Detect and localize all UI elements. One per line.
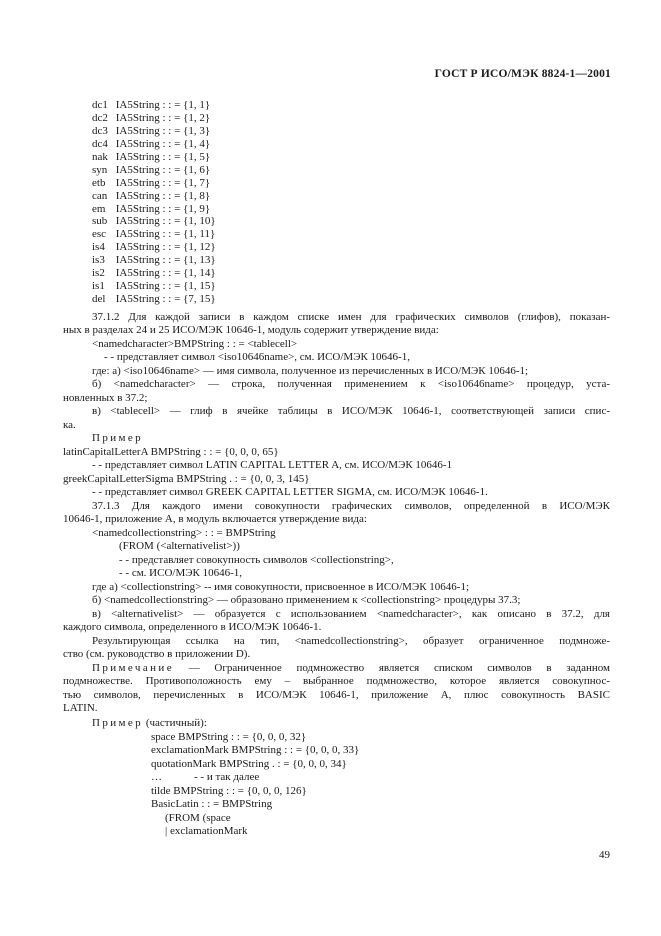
code-line (92, 293, 216, 306)
code-name: is1 (92, 280, 105, 293)
code-line (92, 151, 216, 164)
note-text: — Ограниченное подмножество является списком символов в заданном (173, 662, 610, 674)
code-name: sub (92, 215, 108, 228)
code-line (92, 203, 216, 216)
example-code-line: | exclamationMark (165, 825, 248, 837)
code-name: dc2 (92, 111, 108, 124)
code-def: IA5String : : = {1, 8} (115, 189, 211, 202)
code-line (92, 125, 216, 138)
page-number: 49 (599, 849, 610, 861)
code-def: IA5String : : = {1, 12} (115, 241, 216, 254)
where-item-b-cont: новленных в 37.2; (63, 392, 148, 404)
code-name: syn (92, 163, 108, 176)
code-line (92, 241, 216, 254)
paragraph-37-1-3: 37.1.3 Для каждого имени совокупности графических символов, определенной в ИСО/МЭК (92, 500, 610, 512)
where-item-a: где: а) <iso10646name> — имя символа, полученное из перечисленных в ИСО/МЭК 10646-1; (92, 365, 529, 377)
code-name: is2 (92, 267, 105, 280)
code-name: can (92, 189, 108, 202)
code-name: dc1 (92, 99, 108, 111)
syntax-comment: - - представляет символ <iso10646name>, см. ИСО/МЭК 10646-1, (104, 351, 410, 363)
syntax-comment: - - см. ИСО/МЭК 10646-1, (119, 567, 242, 579)
example-code-line: greekCapitalLetterSigma BMPString . : = {0, 0, 3, 145} (63, 473, 310, 485)
code-name: nak (92, 150, 108, 163)
example-comment: - - и так далее (194, 771, 260, 783)
code-line (92, 228, 216, 241)
example-code-line: latinCapitalLetterA BMPString : : = {0, 0, 0, 65} (63, 446, 279, 458)
result-paragraph: Результирующая ссылка на тип, <namedcollectionstring>, образует ограниченное подмноже- (92, 635, 610, 647)
code-name: dc4 (92, 137, 108, 150)
syntax-line: (FROM (<alternativelist>)) (119, 540, 240, 552)
code-def: IA5String : : = {1, 11} (115, 228, 216, 241)
code-def: IA5String : : = {1, 5} (115, 150, 211, 163)
example-code-line: BasicLatin : : = BMPString (151, 798, 273, 810)
code-def: IA5String : : = {1, 15} (115, 280, 216, 293)
example-code-line: exclamationMark BMPString : : = {0, 0, 0, 33} (151, 744, 360, 756)
example-label-partial (92, 717, 207, 730)
code-def: IA5String : : = {1, 3} (115, 124, 211, 137)
code-line (92, 190, 216, 203)
code-def: IA5String : : = {1, 9} (115, 202, 211, 215)
code-line (92, 138, 216, 151)
paragraph-37-1-2: 37.1.2 Для каждой записи в каждом списке имен для графических символов (глифов), показан- (92, 311, 610, 323)
syntax-line: <namedcharacter>BMPString : : = <tablecell> (92, 338, 298, 350)
code-def: IA5String : : = {1, 1} (115, 99, 211, 111)
example-comment: - - представляет символ LATIN CAPITAL LETTER A, см. ИСО/МЭК 10646-1 (92, 459, 453, 471)
example-label-suffix: (частичный): (143, 717, 207, 729)
code-name: em (92, 202, 106, 215)
result-paragraph-cont: ство (см. руководство в приложении D). (63, 648, 251, 660)
paragraph-37-1-3-cont: 10646-1, приложение А, в модуль включается утверждение вида: (63, 513, 367, 525)
where-item-c-cont: каждого символа, определенного в ИСО/МЭК 10646-1. (63, 621, 322, 633)
where-item-c: в) <alternativelist> — образуется с использованием <namedcharacter>, как описано в 37.2, для (92, 608, 610, 620)
example-code-line: quotationMark BMPString . : = {0, 0, 0, 34} (151, 758, 347, 770)
code-line (92, 267, 216, 280)
note-line: подмножестве. Противоположность ему – выбранное подмножество, которое является совокупнос- (63, 675, 610, 687)
example-label: Пример (92, 432, 144, 444)
note-paragraph (92, 662, 610, 675)
code-def: IA5String : : = {1, 7} (115, 176, 211, 189)
code-line (92, 254, 216, 267)
example-code-line: space BMPString : : = {0, 0, 0, 32} (151, 731, 307, 743)
control-code-list (92, 99, 216, 306)
paragraph-37-1-2-cont: ных в разделах 24 и 25 ИСО/МЭК 10646-1, модуль содержит утверждение вида: (63, 324, 439, 336)
where-item-c-cont: ка. (63, 419, 76, 431)
code-line (92, 215, 216, 228)
code-line (92, 164, 216, 177)
note-line: LATIN. (63, 702, 98, 714)
example-code-line: tilde BMPString : : = {0, 0, 0, 126} (151, 785, 307, 797)
code-def: IA5String : : = {1, 13} (115, 254, 216, 267)
code-def: IA5String : : = {7, 15} (115, 293, 216, 306)
page-header: ГОСТ Р ИСО/МЭК 8824-1—2001 (434, 68, 611, 80)
note-label: Примечание (92, 662, 174, 674)
code-line (92, 99, 216, 112)
where-item-b: б) <namedcharacter> — строка, полученная применением к <iso10646name> процедур, уста- (92, 378, 610, 390)
code-def: IA5String : : = {1, 2} (115, 111, 211, 124)
code-name: is3 (92, 254, 105, 267)
where-item-c: в) <tablecell> — глиф в ячейке таблицы в ИСО/МЭК 10646-1, соответствующей записи спис- (92, 405, 610, 417)
code-line (92, 112, 216, 125)
example-ellipsis-line (151, 771, 259, 784)
example-comment: - - представляет символ GREEK CAPITAL LETTER SIGMA, см. ИСО/МЭК 10646-1. (92, 486, 488, 498)
note-line: тью символов, перечисленных в ИСО/МЭК 10646-1, приложение А, плюс совокупность BASIC (63, 689, 610, 701)
code-name: dc3 (92, 124, 108, 137)
syntax-line: <namedcollectionstring> : : = BMPString (92, 527, 276, 539)
code-line (92, 280, 216, 293)
code-name: del (92, 293, 106, 306)
code-name: etb (92, 176, 106, 189)
code-line (92, 177, 216, 190)
syntax-comment: - - представляет совокупность символов <collectionstring>, (119, 554, 394, 566)
code-name: esc (92, 228, 107, 241)
ellipsis: … (151, 771, 162, 783)
where-item-a: где а) <collectionstring> -- имя совокупности, присвоенное в ИСО/МЭК 10646-1; (92, 581, 470, 593)
code-def: IA5String : : = {1, 10} (115, 215, 216, 228)
code-def: IA5String : : = {1, 4} (115, 137, 211, 150)
example-code-line: (FROM (space (165, 812, 231, 824)
code-def: IA5String : : = {1, 6} (115, 163, 211, 176)
where-item-b: б) <namedcollectionstring> — образовано применением к <collectionstring> процедуры 37.3; (92, 594, 521, 606)
example-label: Пример (92, 717, 144, 729)
code-name: is4 (92, 241, 105, 254)
code-def: IA5String : : = {1, 14} (115, 267, 216, 280)
